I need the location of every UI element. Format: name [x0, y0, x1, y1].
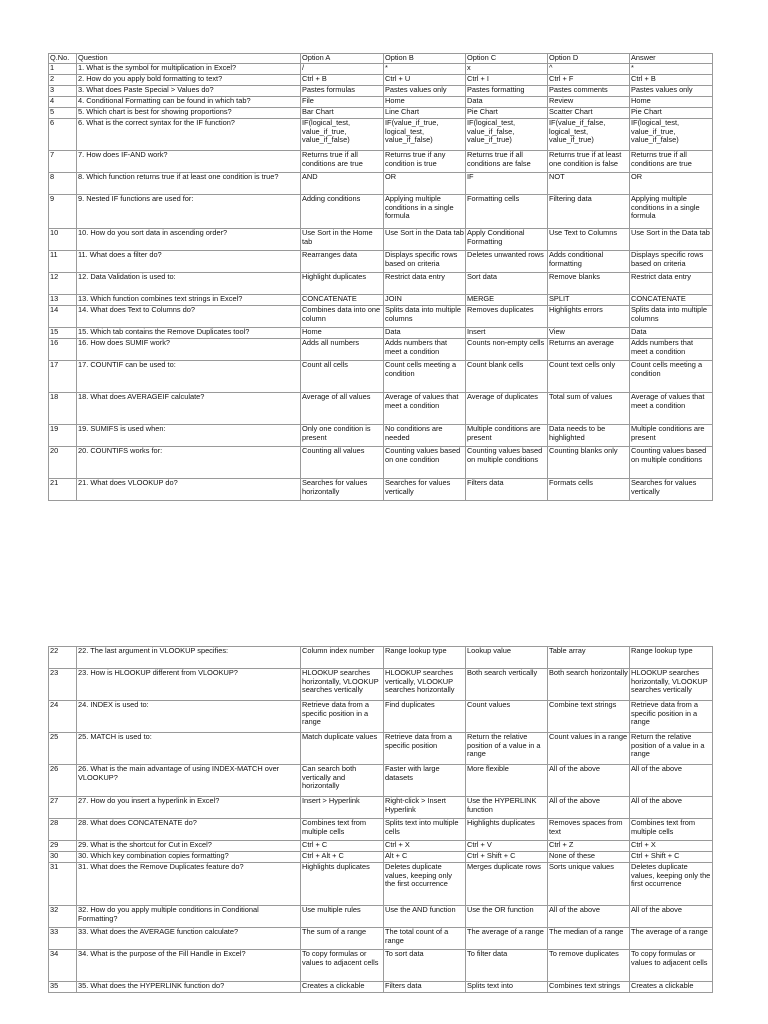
question-cell: 26. What is the main advantage of using INDEX-MATCH over VLOOKUP? — [77, 765, 301, 797]
option-b-cell: Deletes duplicate values, keeping only the first occurrence — [384, 863, 466, 906]
option-c-cell: Counting values based on multiple conditions — [466, 447, 548, 479]
option-b-cell: No conditions are needed — [384, 425, 466, 447]
header-answer-cell: Answer — [630, 54, 713, 64]
header-option-a-cell: Option A — [301, 54, 384, 64]
question-cell: 24. INDEX is used to: — [77, 701, 301, 733]
option-a-cell: Returns true if all conditions are true — [301, 151, 384, 173]
option-b-cell: Filters data — [384, 982, 466, 993]
qno-cell: 25 — [49, 733, 77, 765]
quiz-table-part2 — [48, 646, 713, 993]
question-cell: 19. SUMIFS is used when: — [77, 425, 301, 447]
option-b-cell: Pastes values only — [384, 86, 466, 97]
answer-cell: Deletes duplicate values, keeping only the first occurrence — [630, 863, 713, 906]
table-row — [49, 647, 713, 669]
qno-cell: 19 — [49, 425, 77, 447]
option-c-cell: Pastes formatting — [466, 86, 548, 97]
qno-cell: 4 — [49, 97, 77, 108]
answer-cell: IF(logical_test, value_if_true, value_if_false) — [630, 119, 713, 151]
option-d-cell: Filtering data — [548, 195, 630, 229]
answer-cell: All of the above — [630, 765, 713, 797]
option-a-cell: To copy formulas or values to adjacent cells — [301, 950, 384, 982]
option-b-cell: IF(value_if_true, logical_test, value_if_false) — [384, 119, 466, 151]
option-c-cell: Merges duplicate rows — [466, 863, 548, 906]
table-row — [49, 950, 713, 982]
option-c-cell: Sort data — [466, 273, 548, 295]
option-c-cell: Both search vertically — [466, 669, 548, 701]
option-b-cell: Adds numbers that meet a condition — [384, 339, 466, 361]
option-b-cell: Counting values based on one condition — [384, 447, 466, 479]
answer-cell: Ctrl + Shift + C — [630, 852, 713, 863]
option-a-cell: HLOOKUP searches horizontally, VLOOKUP searches vertically — [301, 669, 384, 701]
option-c-cell: Pie Chart — [466, 108, 548, 119]
option-c-cell: Apply Conditional Formatting — [466, 229, 548, 251]
option-b-cell: Average of values that meet a condition — [384, 393, 466, 425]
answer-cell: Range lookup type — [630, 647, 713, 669]
option-c-cell: Average of duplicates — [466, 393, 548, 425]
option-c-cell: To filter data — [466, 950, 548, 982]
table-row — [49, 852, 713, 863]
table-row — [49, 295, 713, 306]
qno-cell: 33 — [49, 928, 77, 950]
table-row — [49, 229, 713, 251]
option-b-cell: Find duplicates — [384, 701, 466, 733]
answer-cell: Combines text from multiple cells — [630, 819, 713, 841]
qno-cell: 21 — [49, 479, 77, 501]
option-c-cell: Deletes unwanted rows — [466, 251, 548, 273]
option-a-cell: / — [301, 64, 384, 75]
option-b-cell: JOIN — [384, 295, 466, 306]
qno-cell: 14 — [49, 306, 77, 328]
table-row — [49, 701, 713, 733]
option-c-cell: Lookup value — [466, 647, 548, 669]
option-d-cell: Formats cells — [548, 479, 630, 501]
option-d-cell: Pastes comments — [548, 86, 630, 97]
option-a-cell: Ctrl + Alt + C — [301, 852, 384, 863]
answer-cell: Home — [630, 97, 713, 108]
option-c-cell: IF — [466, 173, 548, 195]
qno-cell: 28 — [49, 819, 77, 841]
option-b-cell: Alt + C — [384, 852, 466, 863]
qno-cell: 15 — [49, 328, 77, 339]
qno-cell: 31 — [49, 863, 77, 906]
question-cell: 5. Which chart is best for showing proportions? — [77, 108, 301, 119]
question-cell: 9. Nested IF functions are used for: — [77, 195, 301, 229]
option-c-cell: Insert — [466, 328, 548, 339]
option-a-cell: AND — [301, 173, 384, 195]
question-cell: 12. Data Validation is used to: — [77, 273, 301, 295]
qno-cell: 23 — [49, 669, 77, 701]
question-cell: 7. How does IF-AND work? — [77, 151, 301, 173]
option-b-cell: Ctrl + U — [384, 75, 466, 86]
table-row — [49, 906, 713, 928]
option-d-cell: NOT — [548, 173, 630, 195]
qno-cell: 8 — [49, 173, 77, 195]
option-a-cell: Ctrl + C — [301, 841, 384, 852]
question-cell: 30. Which key combination copies formatting? — [77, 852, 301, 863]
option-a-cell: IF(logical_test, value_if_true, value_if_false) — [301, 119, 384, 151]
answer-cell: Count cells meeting a condition — [630, 361, 713, 393]
answer-cell: * — [630, 64, 713, 75]
answer-cell: Splits data into multiple columns — [630, 306, 713, 328]
option-d-cell: Count text cells only — [548, 361, 630, 393]
option-c-cell: x — [466, 64, 548, 75]
option-b-cell: Home — [384, 97, 466, 108]
option-d-cell: Scatter Chart — [548, 108, 630, 119]
question-cell: 10. How do you sort data in ascending order? — [77, 229, 301, 251]
question-cell: 2. How do you apply bold formatting to text? — [77, 75, 301, 86]
question-cell: 4. Conditional Formatting can be found in which tab? — [77, 97, 301, 108]
question-cell: 25. MATCH is used to: — [77, 733, 301, 765]
qno-cell: 26 — [49, 765, 77, 797]
option-c-cell: Splits text into — [466, 982, 548, 993]
question-cell: 23. How is HLOOKUP different from VLOOKUP? — [77, 669, 301, 701]
answer-cell: Adds numbers that meet a condition — [630, 339, 713, 361]
option-a-cell: Ctrl + B — [301, 75, 384, 86]
option-b-cell: Range lookup type — [384, 647, 466, 669]
question-cell: 1. What is the symbol for multiplication in Excel? — [77, 64, 301, 75]
option-c-cell: Ctrl + I — [466, 75, 548, 86]
option-a-cell: Can search both vertically and horizontally — [301, 765, 384, 797]
header-question-cell: Question — [77, 54, 301, 64]
answer-cell: To copy formulas or values to adjacent cells — [630, 950, 713, 982]
option-d-cell: Returns an average — [548, 339, 630, 361]
option-a-cell: Counting all values — [301, 447, 384, 479]
option-d-cell: ^ — [548, 64, 630, 75]
option-a-cell: Bar Chart — [301, 108, 384, 119]
option-c-cell: IF(logical_test, value_if_false, value_if_true) — [466, 119, 548, 151]
option-d-cell: All of the above — [548, 797, 630, 819]
table-row — [49, 819, 713, 841]
answer-cell: Use Sort in the Data tab — [630, 229, 713, 251]
qno-cell: 10 — [49, 229, 77, 251]
option-a-cell: Creates a clickable — [301, 982, 384, 993]
option-a-cell: Pastes formulas — [301, 86, 384, 97]
answer-cell: The average of a range — [630, 928, 713, 950]
option-a-cell: Insert > Hyperlink — [301, 797, 384, 819]
option-c-cell: Counts non-empty cells — [466, 339, 548, 361]
option-c-cell: More flexible — [466, 765, 548, 797]
table-row — [49, 173, 713, 195]
table-row — [49, 669, 713, 701]
qno-cell: 3 — [49, 86, 77, 97]
option-d-cell: SPLIT — [548, 295, 630, 306]
option-c-cell: Highlights duplicates — [466, 819, 548, 841]
option-b-cell: Use Sort in the Data tab — [384, 229, 466, 251]
option-a-cell: Searches for values horizontally — [301, 479, 384, 501]
header-option-c-cell: Option C — [466, 54, 548, 64]
qno-cell: 35 — [49, 982, 77, 993]
table-row — [49, 928, 713, 950]
table-row — [49, 841, 713, 852]
option-c-cell: MERGE — [466, 295, 548, 306]
qno-cell: 18 — [49, 393, 77, 425]
option-c-cell: Use the OR function — [466, 906, 548, 928]
option-d-cell: Sorts unique values — [548, 863, 630, 906]
question-cell: 11. What does a filter do? — [77, 251, 301, 273]
qno-cell: 5 — [49, 108, 77, 119]
option-c-cell: Ctrl + V — [466, 841, 548, 852]
option-c-cell: Return the relative position of a value in a range — [466, 733, 548, 765]
option-a-cell: The sum of a range — [301, 928, 384, 950]
table-row — [49, 86, 713, 97]
option-b-cell: Retrieve data from a specific position — [384, 733, 466, 765]
answer-cell: Ctrl + X — [630, 841, 713, 852]
table-row — [49, 447, 713, 479]
option-a-cell: Highlights duplicates — [301, 863, 384, 906]
option-d-cell: Table array — [548, 647, 630, 669]
answer-cell: Counting values based on multiple conditions — [630, 447, 713, 479]
option-b-cell: Splits data into multiple columns — [384, 306, 466, 328]
question-cell: 8. Which function returns true if at least one condition is true? — [77, 173, 301, 195]
question-cell: 35. What does the HYPERLINK function do? — [77, 982, 301, 993]
question-cell: 28. What does CONCATENATE do? — [77, 819, 301, 841]
qno-cell: 20 — [49, 447, 77, 479]
option-d-cell: The median of a range — [548, 928, 630, 950]
table-row — [49, 273, 713, 295]
option-b-cell: OR — [384, 173, 466, 195]
question-cell: 15. Which tab contains the Remove Duplicates tool? — [77, 328, 301, 339]
answer-cell: HLOOKUP searches horizontally, VLOOKUP searches vertically — [630, 669, 713, 701]
option-b-cell: Right-click > Insert Hyperlink — [384, 797, 466, 819]
qno-cell: 16 — [49, 339, 77, 361]
option-d-cell: Adds conditional formatting — [548, 251, 630, 273]
qno-cell: 7 — [49, 151, 77, 173]
option-c-cell: Ctrl + Shift + C — [466, 852, 548, 863]
table-row — [49, 982, 713, 993]
qno-cell: 2 — [49, 75, 77, 86]
option-a-cell: Count all cells — [301, 361, 384, 393]
table-row — [49, 339, 713, 361]
option-c-cell: Filters data — [466, 479, 548, 501]
option-b-cell: * — [384, 64, 466, 75]
question-cell: 34. What is the purpose of the Fill Handle in Excel? — [77, 950, 301, 982]
option-d-cell: Removes spaces from text — [548, 819, 630, 841]
table-row — [49, 479, 713, 501]
table-row — [49, 328, 713, 339]
option-b-cell: Returns true if any condition is true — [384, 151, 466, 173]
qno-cell: 9 — [49, 195, 77, 229]
table-row — [49, 863, 713, 906]
option-b-cell: Use the AND function — [384, 906, 466, 928]
table-row — [49, 108, 713, 119]
header-qno-cell: Q.No. — [49, 54, 77, 64]
option-a-cell: Adds all numbers — [301, 339, 384, 361]
answer-cell: Ctrl + B — [630, 75, 713, 86]
option-a-cell: Rearranges data — [301, 251, 384, 273]
option-c-cell: The average of a range — [466, 928, 548, 950]
option-c-cell: Data — [466, 97, 548, 108]
option-d-cell: Total sum of values — [548, 393, 630, 425]
answer-cell: Return the relative position of a value in a range — [630, 733, 713, 765]
answer-cell: Searches for values vertically — [630, 479, 713, 501]
option-b-cell: Ctrl + X — [384, 841, 466, 852]
qno-cell: 11 — [49, 251, 77, 273]
answer-cell: All of the above — [630, 906, 713, 928]
option-b-cell: Applying multiple conditions in a single formula — [384, 195, 466, 229]
question-cell: 16. How does SUMIF work? — [77, 339, 301, 361]
qno-cell: 29 — [49, 841, 77, 852]
question-cell: 27. How do you insert a hyperlink in Excel? — [77, 797, 301, 819]
option-a-cell: Use multiple rules — [301, 906, 384, 928]
option-d-cell: To remove duplicates — [548, 950, 630, 982]
table-row — [49, 733, 713, 765]
answer-cell: Data — [630, 328, 713, 339]
answer-cell: Pastes values only — [630, 86, 713, 97]
question-cell: 14. What does Text to Columns do? — [77, 306, 301, 328]
option-c-cell: Count blank cells — [466, 361, 548, 393]
answer-cell: Creates a clickable — [630, 982, 713, 993]
question-cell: 17. COUNTIF can be used to: — [77, 361, 301, 393]
option-b-cell: Faster with large datasets — [384, 765, 466, 797]
table-header-row — [49, 54, 713, 64]
answer-cell: Average of values that meet a condition — [630, 393, 713, 425]
table-row — [49, 119, 713, 151]
header-option-b-cell: Option B — [384, 54, 466, 64]
qno-cell: 30 — [49, 852, 77, 863]
option-d-cell: Data needs to be highlighted — [548, 425, 630, 447]
table-row — [49, 64, 713, 75]
option-d-cell: Returns true if at least one condition is false — [548, 151, 630, 173]
option-b-cell: HLOOKUP searches vertically, VLOOKUP searches horizontally — [384, 669, 466, 701]
option-d-cell: All of the above — [548, 906, 630, 928]
option-a-cell: Combines text from multiple cells — [301, 819, 384, 841]
header-option-d-cell: Option D — [548, 54, 630, 64]
answer-cell: Pie Chart — [630, 108, 713, 119]
question-cell: 31. What does the Remove Duplicates feature do? — [77, 863, 301, 906]
answer-cell: Restrict data entry — [630, 273, 713, 295]
option-b-cell: Data — [384, 328, 466, 339]
answer-cell: Multiple conditions are present — [630, 425, 713, 447]
option-d-cell: Use Text to Columns — [548, 229, 630, 251]
option-c-cell: Count values — [466, 701, 548, 733]
question-cell: 6. What is the correct syntax for the IF function? — [77, 119, 301, 151]
option-b-cell: Count cells meeting a condition — [384, 361, 466, 393]
option-d-cell: Ctrl + F — [548, 75, 630, 86]
option-a-cell: Combines data into one column — [301, 306, 384, 328]
question-cell: 18. What does AVERAGEIF calculate? — [77, 393, 301, 425]
question-cell: 20. COUNTIFS works for: — [77, 447, 301, 479]
option-d-cell: Counting blanks only — [548, 447, 630, 479]
question-cell: 22. The last argument in VLOOKUP specifies: — [77, 647, 301, 669]
option-c-cell: Returns true if all conditions are false — [466, 151, 548, 173]
qno-cell: 32 — [49, 906, 77, 928]
table-row — [49, 425, 713, 447]
option-a-cell: Only one condition is present — [301, 425, 384, 447]
answer-cell: Applying multiple conditions in a single formula — [630, 195, 713, 229]
qno-cell: 27 — [49, 797, 77, 819]
answer-cell: CONCATENATE — [630, 295, 713, 306]
qno-cell: 6 — [49, 119, 77, 151]
option-a-cell: Column index number — [301, 647, 384, 669]
table-row — [49, 361, 713, 393]
quiz-table-part1 — [48, 53, 713, 501]
option-d-cell: Combines text strings — [548, 982, 630, 993]
table-row — [49, 393, 713, 425]
question-cell: 3. What does Paste Special > Values do? — [77, 86, 301, 97]
option-d-cell: Both search horizontally — [548, 669, 630, 701]
option-d-cell: Ctrl + Z — [548, 841, 630, 852]
option-d-cell: Combine text strings — [548, 701, 630, 733]
option-d-cell: Review — [548, 97, 630, 108]
answer-cell: Retrieve data from a specific position in a range — [630, 701, 713, 733]
table-row — [49, 765, 713, 797]
table-row — [49, 306, 713, 328]
qno-cell: 34 — [49, 950, 77, 982]
option-a-cell: Use Sort in the Home tab — [301, 229, 384, 251]
option-b-cell: Searches for values vertically — [384, 479, 466, 501]
qno-cell: 1 — [49, 64, 77, 75]
qno-cell: 13 — [49, 295, 77, 306]
question-cell: 13. Which function combines text strings in Excel? — [77, 295, 301, 306]
option-b-cell: Line Chart — [384, 108, 466, 119]
qno-cell: 24 — [49, 701, 77, 733]
option-a-cell: Highlight duplicates — [301, 273, 384, 295]
qno-cell: 22 — [49, 647, 77, 669]
qno-cell: 17 — [49, 361, 77, 393]
table-row — [49, 195, 713, 229]
question-cell: 32. How do you apply multiple conditions in Conditional Formatting? — [77, 906, 301, 928]
table-row — [49, 97, 713, 108]
option-a-cell: Average of all values — [301, 393, 384, 425]
option-d-cell: IF(value_if_false, logical_test, value_if_true) — [548, 119, 630, 151]
question-cell: 21. What does VLOOKUP do? — [77, 479, 301, 501]
option-a-cell: Home — [301, 328, 384, 339]
option-b-cell: To sort data — [384, 950, 466, 982]
option-d-cell: Count values in a range — [548, 733, 630, 765]
option-a-cell: File — [301, 97, 384, 108]
answer-cell: All of the above — [630, 797, 713, 819]
table-row — [49, 251, 713, 273]
option-c-cell: Use the HYPERLINK function — [466, 797, 548, 819]
answer-cell: Returns true if all conditions are true — [630, 151, 713, 173]
option-d-cell: View — [548, 328, 630, 339]
answer-cell: Displays specific rows based on criteria — [630, 251, 713, 273]
option-d-cell: All of the above — [548, 765, 630, 797]
option-d-cell: None of these — [548, 852, 630, 863]
option-c-cell: Formatting cells — [466, 195, 548, 229]
option-a-cell: Adding conditions — [301, 195, 384, 229]
table-row — [49, 797, 713, 819]
answer-cell: OR — [630, 173, 713, 195]
option-a-cell: Retrieve data from a specific position in a range — [301, 701, 384, 733]
option-d-cell: Remove blanks — [548, 273, 630, 295]
table-row — [49, 75, 713, 86]
table-row — [49, 151, 713, 173]
option-b-cell: Splits text into multiple cells — [384, 819, 466, 841]
question-cell: 33. What does the AVERAGE function calculate? — [77, 928, 301, 950]
question-cell: 29. What is the shortcut for Cut in Excel? — [77, 841, 301, 852]
option-b-cell: The total count of a range — [384, 928, 466, 950]
option-c-cell: Multiple conditions are present — [466, 425, 548, 447]
qno-cell: 12 — [49, 273, 77, 295]
option-b-cell: Displays specific rows based on criteria — [384, 251, 466, 273]
option-a-cell: CONCATENATE — [301, 295, 384, 306]
option-d-cell: Highlights errors — [548, 306, 630, 328]
option-a-cell: Match duplicate values — [301, 733, 384, 765]
option-b-cell: Restrict data entry — [384, 273, 466, 295]
option-c-cell: Removes duplicates — [466, 306, 548, 328]
